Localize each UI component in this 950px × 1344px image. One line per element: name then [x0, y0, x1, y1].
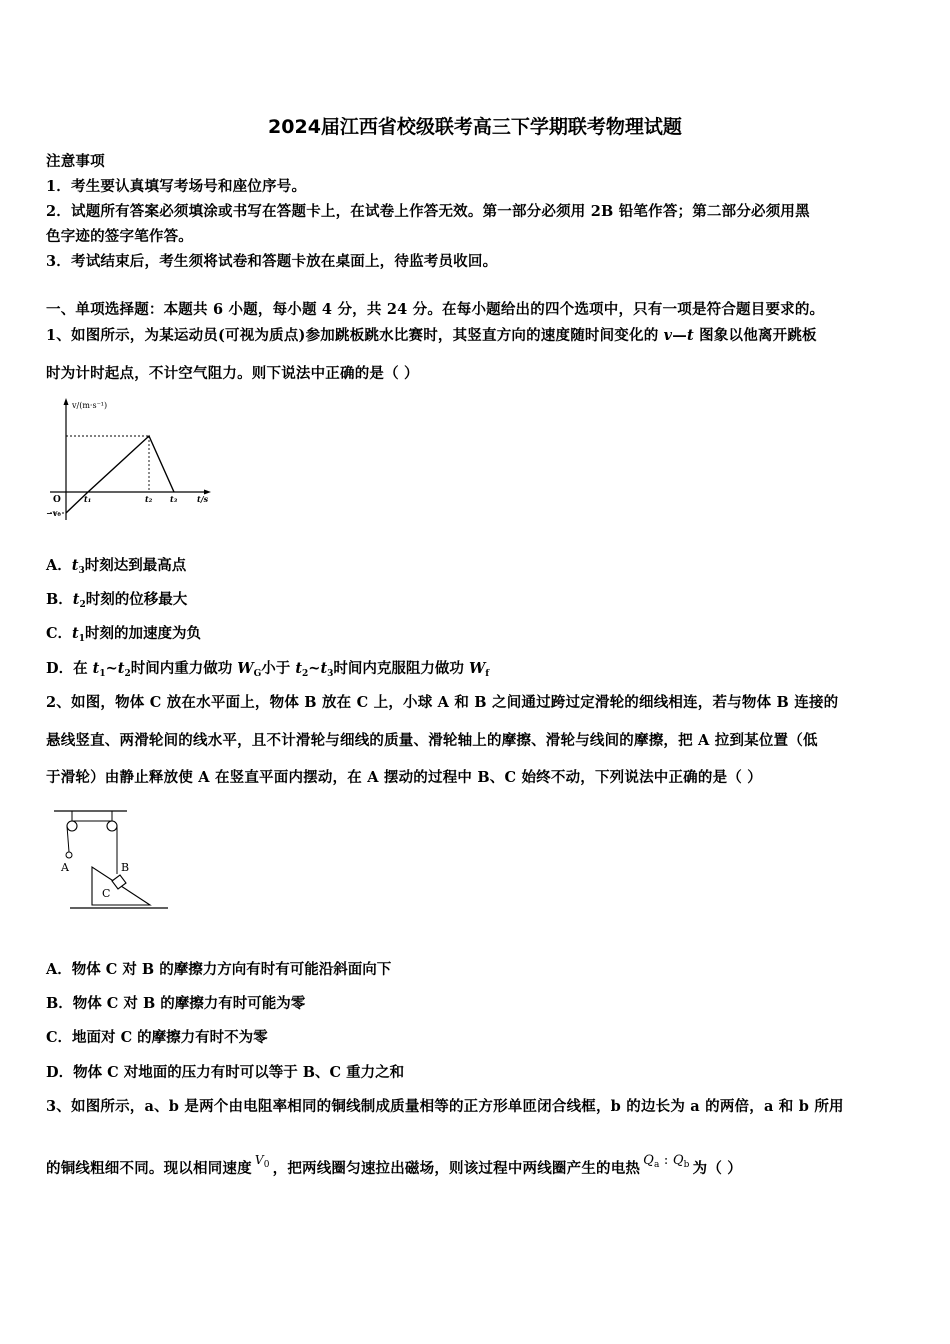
- label-c: C: [102, 887, 111, 900]
- label-b: B: [121, 861, 130, 874]
- notice-item-2: 2．试题所有答案必须填涂或书写在答题卡上，在试卷上作答无效。第一部分必须用 2B 铅笔作答；第二部分必须用黑: [46, 203, 810, 220]
- q2-option-a[interactable]: A．物体 C 对 B 的摩擦力方向有时有可能沿斜面向下: [46, 961, 392, 978]
- q3-stem-line2: 的铜线粗细不同。现以相同速度 $^{V_0}$ ，把两线圈匀速拉出磁场，则该过程中两线圈产生的电热 $Q_a$ : $Q_b$ 为（ ）: [46, 1153, 742, 1177]
- x-axis-label: t/s: [197, 494, 209, 504]
- y-axis-label: v/(m·s⁻¹): [72, 401, 108, 410]
- tick-t2: t₂: [145, 494, 153, 504]
- tick-t1: t₁: [84, 494, 92, 504]
- y-axis-arrow: [64, 398, 69, 405]
- q2-option-c[interactable]: C．地面对 C 的摩擦力有时不为零: [46, 1029, 268, 1046]
- q1-option-c[interactable]: C．$t_1$时刻的加速度为负: [46, 625, 202, 644]
- pulley-left: [67, 821, 77, 831]
- pulley-right: [107, 821, 117, 831]
- q2-stem-line1: 2、如图，物体 C 放在水平面上，物体 B 放在 C 上，小球 A 和 B 之间通过跨过定滑轮的细线相连，若与物体 B 连接的: [46, 694, 839, 711]
- notice-item-1: 1．考生要认真填写考场号和座位序号。: [46, 178, 307, 195]
- ball-a: [66, 852, 72, 858]
- tick-t3: t₃: [170, 494, 178, 504]
- q1-stem-line1: 1、如图所示，为某运动员(可视为质点)参加跳板跳水比赛时，其竖直方向的速度随时间变化的 v—t 图象以他离开跳板: [46, 327, 817, 344]
- q2-pulley-figure: [52, 805, 177, 915]
- q2-option-b[interactable]: B．物体 C 对 B 的摩擦力有时可能为零: [46, 995, 306, 1012]
- q1-option-b[interactable]: B．$t_2$时刻的位移最大: [46, 591, 188, 610]
- q1-vt-graph: [46, 395, 216, 525]
- notice-item-3: 3．考试结束后，考生须将试卷和答题卡放在桌面上，待监考员收回。: [46, 253, 498, 270]
- q2-option-d[interactable]: D．物体 C 对地面的压力有时可以等于 B、C 重力之和: [46, 1064, 405, 1081]
- label-a: A: [61, 861, 69, 874]
- q3-stem-line1: 3、如图所示，a、b 是两个由电阻率相同的铜线制成质量相等的正方形单匝闭合线框，b 的边长为 a 的两倍，a 和 b 所用: [46, 1098, 844, 1115]
- notice-heading: 注意事项: [46, 153, 105, 170]
- page-title: 2024届江西省校级联考高三下学期联考物理试题: [268, 116, 682, 138]
- q1-option-a[interactable]: A．$t_3$时刻达到最高点: [46, 557, 187, 576]
- origin-label: O: [53, 495, 61, 505]
- velocity-curve: [66, 436, 174, 513]
- q1-option-d[interactable]: D．在 $t_1\sim t_2$时间内重力做功 $W_G$小于 $t_2\sim t_3$时间内克服阻力做功 $W_f$: [46, 660, 490, 679]
- q2-stem-line3: 于滑轮）由静止释放使 A 在竖直平面内摆动，在 A 摆动的过程中 B、C 始终不动，下列说法中正确的是（ ）: [46, 769, 762, 786]
- section-heading: 一、单项选择题：本题共 6 小题，每小题 4 分，共 24 分。在每小题给出的四个选项中，只有一项是符合题目要求的。: [46, 301, 825, 318]
- q2-stem-line2: 悬线竖直、两滑轮间的线水平，且不计滑轮与细线的质量、滑轮轴上的摩擦、滑轮与线间的摩擦，把 A 拉到某位置（低: [46, 732, 818, 749]
- q1-stem-line2: 时为计时起点，不计空气阻力。则下说法中正确的是（ ）: [46, 365, 419, 382]
- neg-v0-label: −v₀: [46, 508, 61, 518]
- notice-item-2-cont: 色字迹的签字笔作答。: [46, 228, 193, 245]
